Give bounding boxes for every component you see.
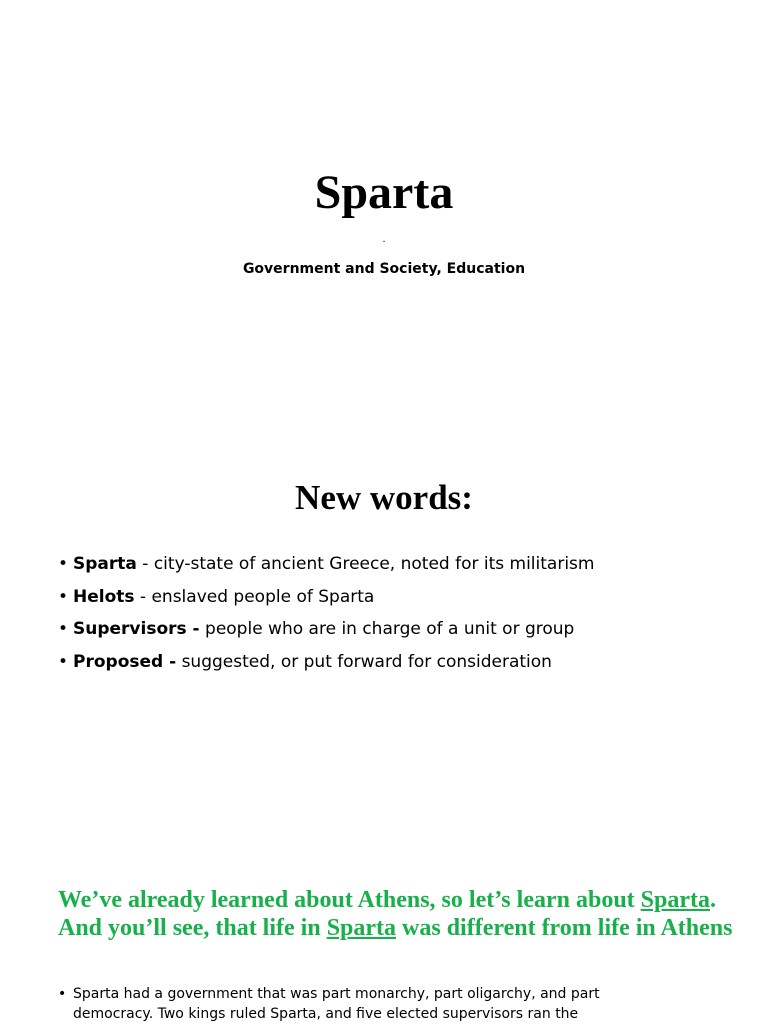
heading-text: . And you’ll see, that life in [58,887,716,941]
vocabulary-definition: suggested, or put forward for consideration [181,651,552,672]
vocabulary-definition: people who are in charge of a unit or group [205,619,575,639]
bullet-icon: • [58,586,69,607]
sparta-link[interactable]: Sparta [326,915,397,941]
vocabulary-list [58,548,748,678]
government-paragraph [58,984,678,1024]
vocabulary-item [58,613,748,646]
vocabulary-item [58,646,748,679]
bullet-icon: • [58,651,69,672]
heading-text: We’ve already learned about Athens, so let’s learn about [58,887,641,913]
slide-title-subtitle: Government and Society, Education [242,261,526,277]
slide-title-heading: Sparta [314,166,454,219]
vocabulary-term: Proposed - [73,651,177,672]
vocabulary-item [58,548,748,581]
bullet-icon: • [58,619,69,639]
slide-sparta-government [0,850,768,1024]
new-words-heading: New words: [295,478,473,517]
sparta-intro-heading [58,886,738,942]
heading-text: was different from life in Athens [396,915,733,941]
slide-new-words [0,430,768,850]
bullet-icon: • [58,986,67,1002]
vocabulary-separator: - [134,586,152,607]
vocabulary-term: Supervisors - [73,619,200,639]
vocabulary-definition: enslaved people of Sparta [151,586,375,607]
vocabulary-item [58,581,748,614]
bullet-icon: • [58,554,69,574]
sparta-link[interactable]: Sparta [640,887,710,913]
slide-title-dot: . [382,233,386,245]
vocabulary-separator: - [136,554,154,574]
vocabulary-term: Helots [73,586,135,607]
vocabulary-definition: city-state of ancient Greece, noted for its militarism [153,554,595,574]
vocabulary-term: Sparta [73,554,137,574]
government-text: Sparta had a government that was part monarchy, part oligarchy, and part democracy. Two kings ruled Sparta, and five elected supervisors ran the [73,986,600,1022]
slide-title [0,0,768,430]
